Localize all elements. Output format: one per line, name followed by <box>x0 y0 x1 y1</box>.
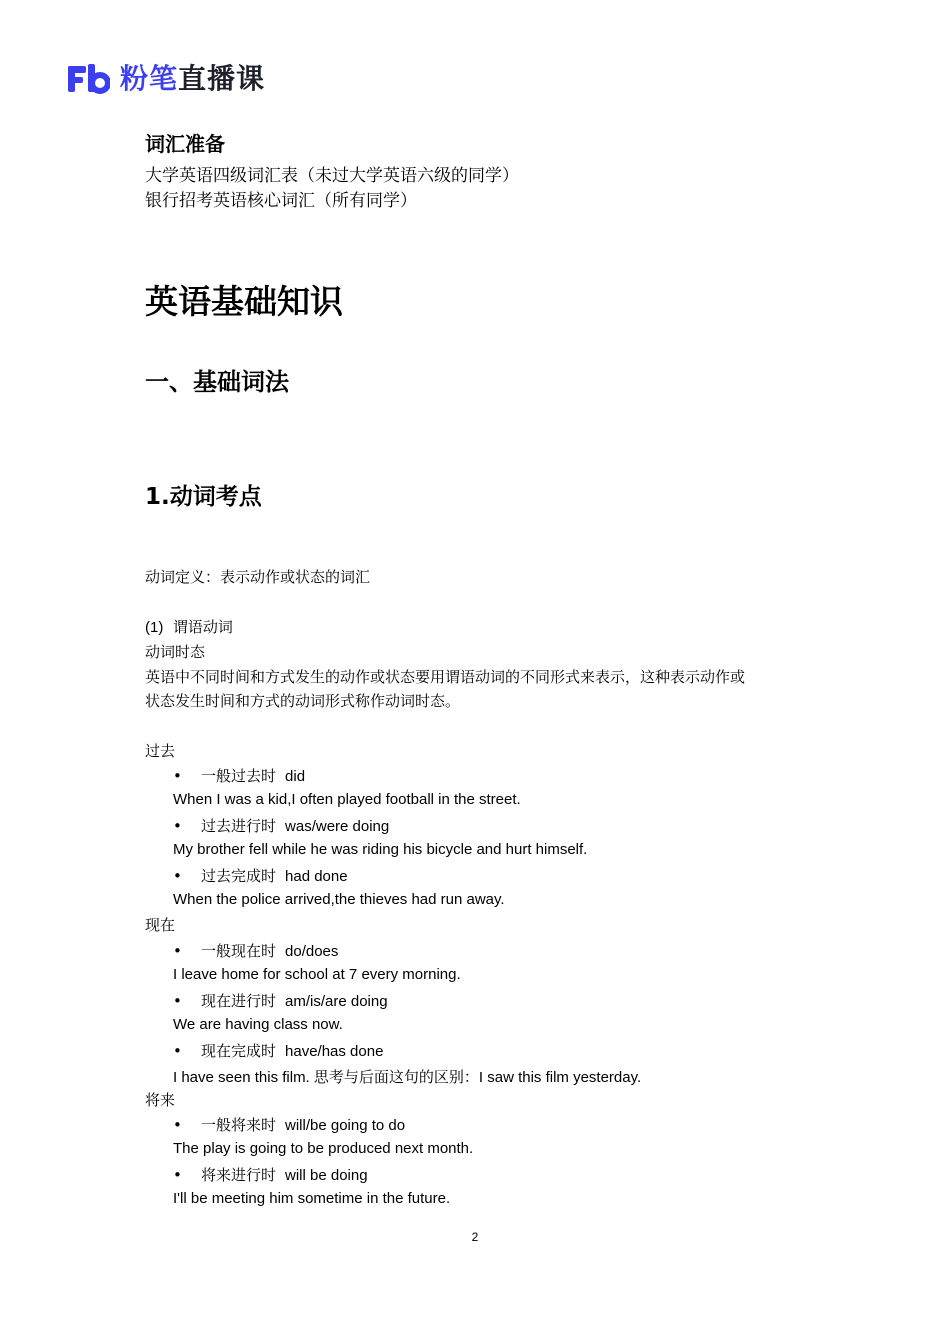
tense-item: • 一般将来时 will/be going to do <box>173 1116 406 1134</box>
bullet-icon: • <box>173 942 182 960</box>
tense-example: I have seen this film. 思考与后面这句的区别：I saw this film yesterday. <box>173 1069 642 1086</box>
tense-example: The play is going to be produced next month. <box>173 1140 474 1157</box>
fenbi-logo-icon <box>68 64 110 94</box>
tense-example: When the police arrived,the thieves had run away. <box>173 891 505 908</box>
part-heading: 一、基础词法 <box>145 368 289 396</box>
vocab-line: 大学英语四级词汇表（未过大学英语六级的同学） <box>145 166 519 186</box>
bullet-icon: • <box>173 1116 182 1134</box>
tense-example: When I was a kid,I often played football in the street. <box>173 791 521 808</box>
bullet-icon: • <box>173 767 182 785</box>
sub-heading-predicate: (1) 谓语动词 <box>145 618 233 636</box>
bullet-icon: • <box>173 817 182 835</box>
vocab-heading: 词汇准备 <box>145 132 225 156</box>
tense-paragraph-line: 英语中不同时间和方式发生的动作或状态要用谓语动词的不同形式来表示，这种表示动作或 <box>145 668 746 686</box>
tense-item: • 过去进行时 was/were doing <box>173 817 390 835</box>
brand-name: 粉笔直播课 <box>120 62 266 95</box>
bullet-icon: • <box>173 1042 182 1060</box>
verb-definition: 动词定义：表示动作或状态的词汇 <box>145 568 371 586</box>
tense-item: • 过去完成时 had done <box>173 867 348 885</box>
tense-item: • 现在完成时 have/has done <box>173 1042 384 1060</box>
tense-paragraph-line: 状态发生时间和方式的动词形式称作动词时态。 <box>145 692 461 710</box>
group-label-future: 将来 <box>145 1091 176 1109</box>
tense-example: We are having class now. <box>173 1016 343 1033</box>
tense-label: 动词时态 <box>145 643 206 661</box>
tense-item: • 现在进行时 am/is/are doing <box>173 992 388 1010</box>
tense-example: I'll be meeting him sometime in the future. <box>173 1190 451 1207</box>
tense-item: • 一般现在时 do/does <box>173 942 339 960</box>
bullet-icon: • <box>173 1166 182 1184</box>
tense-item: • 将来进行时 will be doing <box>173 1166 368 1184</box>
bullet-icon: • <box>173 867 182 885</box>
tense-example: I leave home for school at 7 every morning. <box>173 966 461 983</box>
tense-item: • 一般过去时 did <box>173 767 306 785</box>
brand-logo <box>68 62 265 96</box>
vocab-line: 银行招考英语核心词汇（所有同学） <box>145 191 417 211</box>
page-number: 2 <box>471 1230 479 1244</box>
tense-example: My brother fell while he was riding his bicycle and hurt himself. <box>173 841 588 858</box>
section-heading: 1.动词考点 <box>145 484 262 510</box>
group-label-present: 现在 <box>145 916 176 934</box>
group-label-past: 过去 <box>145 742 176 760</box>
doc-title: 英语基础知识 <box>145 282 343 321</box>
bullet-icon: • <box>173 992 182 1010</box>
